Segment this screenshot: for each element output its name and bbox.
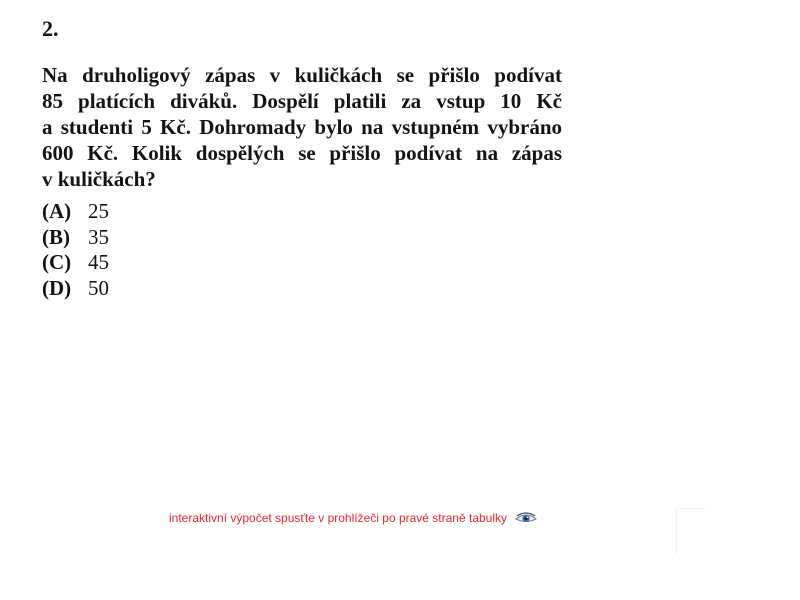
answer-option-a <box>42 199 562 225</box>
answer-option-d <box>42 276 562 302</box>
question-number: 2. <box>42 16 59 41</box>
eye-icon[interactable] <box>515 512 537 524</box>
option-label: (C) <box>42 250 72 274</box>
faint-scan-artifact <box>676 508 707 555</box>
question-card <box>42 16 562 301</box>
question-line: Na druholigový zápas v kuličkách se přišlo podívat <box>42 63 562 87</box>
interactive-calculation-link[interactable] <box>169 511 537 525</box>
interactive-calculation-text: interaktivní výpočet spusťte v prohlížeči po pravé straně tabulky <box>169 511 508 525</box>
option-value: 50 <box>88 275 109 300</box>
question-line: 600 Kč. Kolik dospělých se přišlo podívat na zápas <box>42 141 562 165</box>
answer-option-c <box>42 250 562 276</box>
answer-option-b <box>42 225 562 251</box>
option-label: (A) <box>42 199 72 223</box>
answer-options <box>42 199 562 301</box>
option-value: 35 <box>88 224 109 249</box>
option-value: 25 <box>88 199 109 223</box>
question-line: a studenti 5 Kč. Dohromady bylo na vstupném vybráno <box>42 115 562 139</box>
option-label: (D) <box>42 275 72 300</box>
option-value: 45 <box>88 250 109 274</box>
question-line: 85 platících diváků. Dospělí platili za vstup 10 Kč <box>42 89 562 113</box>
question-text <box>42 62 562 192</box>
question-line: v kuličkách? <box>42 167 156 191</box>
option-label: (B) <box>42 224 70 249</box>
